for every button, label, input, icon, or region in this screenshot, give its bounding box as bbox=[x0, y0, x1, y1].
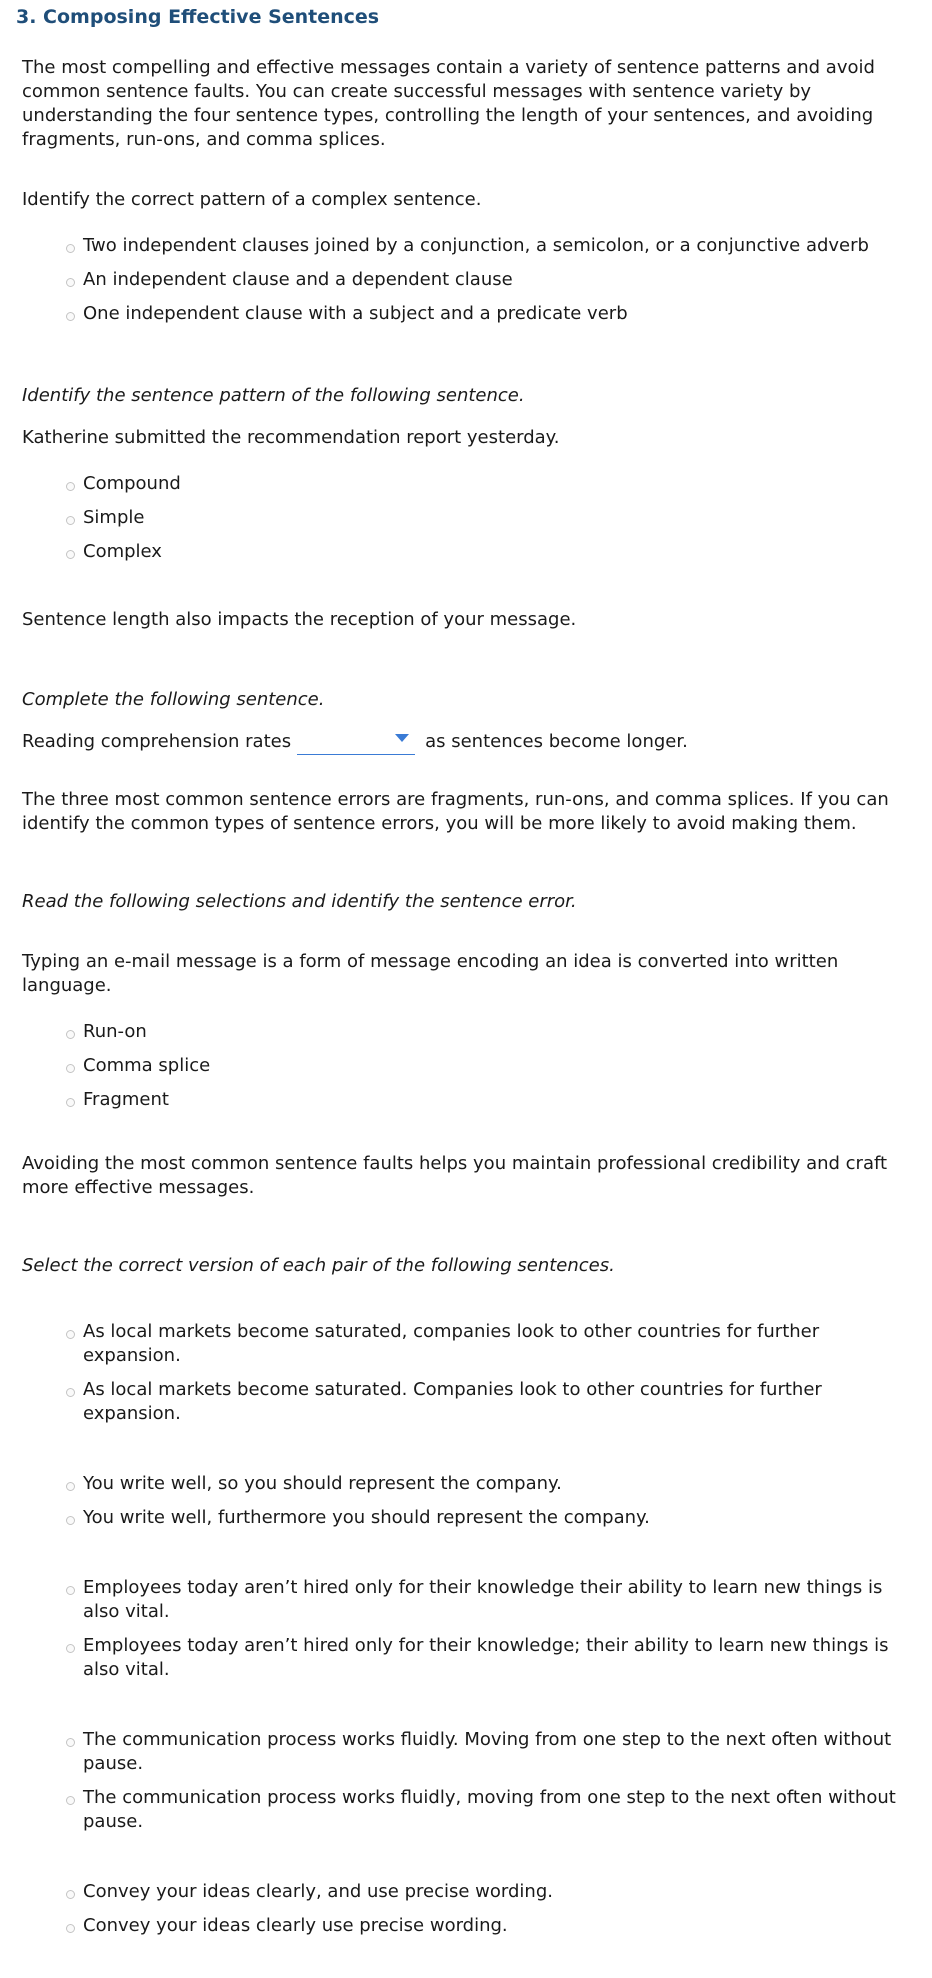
radio-button[interactable] bbox=[66, 1388, 75, 1397]
q5-option[interactable]: You write well, so you should represent the company. bbox=[66, 1472, 916, 1496]
q4-option[interactable]: Fragment bbox=[66, 1088, 916, 1112]
errors-note: The three most common sentence errors are fragments, run-ons, and comma splices. If you can identify the common types of sentence errors, you will be more likely to avoid making them. bbox=[22, 789, 889, 834]
q3-dropdown[interactable] bbox=[297, 730, 415, 755]
radio-button[interactable] bbox=[66, 1030, 75, 1039]
q5-option[interactable]: Convey your ideas clearly use precise wording. bbox=[66, 1914, 916, 1938]
radio-button[interactable] bbox=[66, 244, 75, 253]
q2-option[interactable]: Complex bbox=[66, 540, 916, 564]
q5-option[interactable]: As local markets become saturated, companies look to other countries for further expansion. bbox=[66, 1320, 916, 1368]
q1-options bbox=[66, 234, 916, 336]
q5-option[interactable]: Employees today aren’t hired only for their knowledge their ability to learn new things is also vital. bbox=[66, 1576, 916, 1624]
q2-options bbox=[66, 472, 916, 574]
q5-pair bbox=[66, 1576, 916, 1692]
q4-option[interactable]: Comma splice bbox=[66, 1054, 916, 1078]
q3-before-text: Reading comprehension rates bbox=[22, 731, 292, 752]
radio-button[interactable] bbox=[66, 1738, 75, 1747]
q4-instruction: Read the following selections and identify the sentence error. bbox=[22, 891, 577, 912]
q5-option[interactable]: Convey your ideas clearly, and use precise wording. bbox=[66, 1880, 916, 1904]
radio-button[interactable] bbox=[66, 516, 75, 525]
radio-button[interactable] bbox=[66, 482, 75, 491]
radio-button[interactable] bbox=[66, 1098, 75, 1107]
chevron-down-icon bbox=[395, 734, 409, 742]
length-note: Sentence length also impacts the reception of your message. bbox=[22, 609, 577, 630]
q2-instruction: Identify the sentence pattern of the following sentence. bbox=[22, 385, 525, 406]
q3-sentence bbox=[22, 730, 688, 755]
q2-option[interactable]: Compound bbox=[66, 472, 916, 496]
radio-button[interactable] bbox=[66, 550, 75, 559]
radio-button[interactable] bbox=[66, 1890, 75, 1899]
q3-after-text: as sentences become longer. bbox=[425, 731, 688, 752]
q5-instruction: Select the correct version of each pair of the following sentences. bbox=[22, 1255, 615, 1276]
radio-button[interactable] bbox=[66, 1796, 75, 1805]
radio-button[interactable] bbox=[66, 1516, 75, 1525]
radio-button[interactable] bbox=[66, 1644, 75, 1653]
radio-button[interactable] bbox=[66, 1586, 75, 1595]
radio-button[interactable] bbox=[66, 1064, 75, 1073]
q5-option[interactable]: You write well, furthermore you should represent the company. bbox=[66, 1506, 916, 1530]
q5-pair bbox=[66, 1728, 916, 1844]
intro-paragraph: The most compelling and effective messages contain a variety of sentence patterns and avoid common sentence faults. You can create successful messages with sentence variety by understanding the four sentence types, controlling the length of your sentences, and avoiding fragments, run-ons, and comma splices. bbox=[22, 57, 875, 150]
q4-sentence: Typing an e-mail message is a form of message encoding an idea is converted into written language. bbox=[22, 951, 839, 996]
q5-pair bbox=[66, 1320, 916, 1436]
radio-button[interactable] bbox=[66, 278, 75, 287]
q4-options bbox=[66, 1020, 916, 1122]
q4-option[interactable]: Run-on bbox=[66, 1020, 916, 1044]
q5-pair bbox=[66, 1880, 916, 1948]
q1-option[interactable]: Two independent clauses joined by a conjunction, a semicolon, or a conjunctive adverb bbox=[66, 234, 916, 258]
q1-option[interactable]: An independent clause and a dependent clause bbox=[66, 268, 916, 292]
radio-button[interactable] bbox=[66, 1924, 75, 1933]
q2-option[interactable]: Simple bbox=[66, 506, 916, 530]
q5-pair bbox=[66, 1472, 916, 1540]
radio-button[interactable] bbox=[66, 1330, 75, 1339]
radio-button[interactable] bbox=[66, 312, 75, 321]
q5-option[interactable]: As local markets become saturated. Companies look to other countries for further expansion. bbox=[66, 1378, 916, 1426]
q3-instruction: Complete the following sentence. bbox=[22, 689, 325, 710]
q5-option[interactable]: The communication process works fluidly. Moving from one step to the next often without pause. bbox=[66, 1728, 916, 1776]
q5-option[interactable]: The communication process works fluidly, moving from one step to the next often without pause. bbox=[66, 1786, 916, 1834]
section-title: 3. Composing Effective Sentences bbox=[16, 6, 380, 28]
q2-sentence: Katherine submitted the recommendation report yesterday. bbox=[22, 427, 560, 448]
faults-note: Avoiding the most common sentence faults helps you maintain professional credibility and craft more effective messages. bbox=[22, 1153, 888, 1198]
q5-option[interactable]: Employees today aren’t hired only for their knowledge; their ability to learn new things is also vital. bbox=[66, 1634, 916, 1682]
q1-prompt: Identify the correct pattern of a complex sentence. bbox=[22, 189, 482, 210]
q1-option[interactable]: One independent clause with a subject and a predicate verb bbox=[66, 302, 916, 326]
radio-button[interactable] bbox=[66, 1482, 75, 1491]
